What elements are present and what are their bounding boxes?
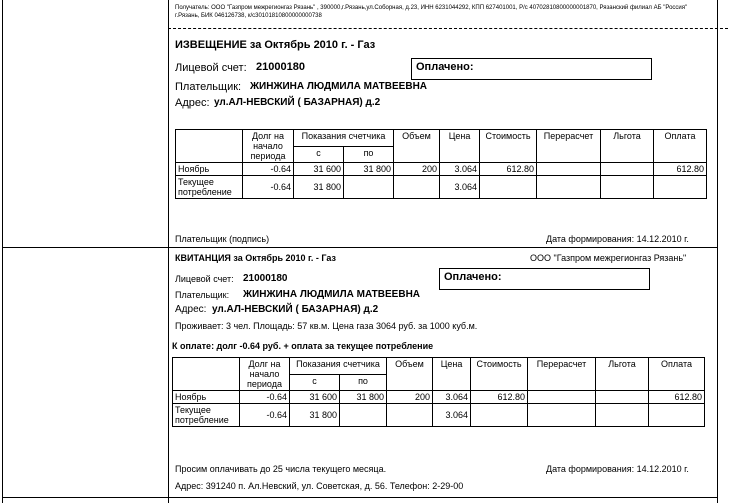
header-to: по	[340, 374, 387, 391]
receipt-paid-box	[439, 268, 650, 290]
header-from: с	[290, 374, 340, 391]
bottom-border	[2, 497, 718, 498]
notice-paid-box	[411, 58, 652, 80]
row-name: Текущее потребление	[176, 176, 243, 199]
notice-signature-label: Плательщик (подпись)	[175, 234, 270, 244]
row-benefit	[601, 176, 654, 199]
table-row	[173, 391, 705, 404]
header-recalc: Перерасчет	[528, 358, 596, 391]
header-price: Цена	[433, 358, 471, 391]
outer-left-border	[2, 0, 3, 503]
stub-divider	[168, 0, 169, 503]
receipt-account-value: 21000180	[243, 273, 288, 284]
row-debt: -0.64	[240, 404, 290, 427]
cut-line-top	[168, 28, 728, 29]
row-name: Ноябрь	[176, 163, 243, 176]
notice-account-label: Лицевой счет:	[175, 62, 247, 74]
row-volume: 200	[394, 163, 440, 176]
row-cost: 612.80	[471, 391, 528, 404]
header-benefit: Льгота	[601, 130, 654, 163]
receipt-request: Просим оплачивать до 25 числа текущего месяца.	[175, 464, 387, 474]
header-cost: Стоимость	[480, 130, 537, 163]
row-from: 31 800	[294, 176, 344, 199]
row-benefit	[601, 163, 654, 176]
header-benefit: Льгота	[596, 358, 649, 391]
receipt-paid-label: Оплачено:	[444, 271, 502, 283]
header-blank	[176, 130, 243, 163]
row-from: 31 600	[290, 391, 340, 404]
receipt-company: ООО "Газпром межрегионгаз Рязань"	[530, 253, 687, 263]
row-debt: -0.64	[243, 176, 294, 199]
receipt-living-info: Проживает: 3 чел. Площадь: 57 кв.м. Цена газа 3064 руб. за 1000 куб.м.	[175, 321, 478, 331]
table-row	[173, 404, 705, 427]
header-readings: Показания счетчика	[290, 358, 387, 375]
header-payment: Оплата	[649, 358, 705, 391]
row-volume: 200	[387, 391, 433, 404]
receipt-title-rest: за Октябрь 2010 г. - Газ	[230, 253, 336, 263]
row-benefit	[596, 391, 649, 404]
receipt-to-pay: К оплате: долг -0.64 руб. + оплата за текущее потребление	[172, 341, 434, 351]
row-payment	[654, 176, 707, 199]
row-benefit	[596, 404, 649, 427]
row-name: Ноябрь	[173, 391, 240, 404]
row-to: 31 800	[340, 391, 387, 404]
receipt-address-label: Адрес:	[175, 304, 207, 315]
header-blank	[173, 358, 240, 391]
notice-title: ИЗВЕЩЕНИЕ за Октябрь 2010 г. - Газ	[175, 39, 376, 51]
row-to	[340, 404, 387, 427]
header-debt: Долг на начало периода	[240, 358, 290, 391]
row-cost	[471, 404, 528, 427]
row-volume	[394, 176, 440, 199]
header-recalc: Перерасчет	[537, 130, 601, 163]
receipt-address-footer: Адрес: 391240 п. Ал.Невский, ул. Советская, д. 56. Телефон: 2-29-00	[175, 481, 464, 491]
table-row	[176, 176, 707, 199]
row-volume	[387, 404, 433, 427]
notice-payer-value: ЖИНЖИНА ЛЮДМИЛА МАТВЕЕВНА	[250, 81, 428, 92]
row-price: 3.064	[440, 176, 480, 199]
header-price: Цена	[440, 130, 480, 163]
row-payment: 612.80	[654, 163, 707, 176]
row-debt: -0.64	[240, 391, 290, 404]
row-price: 3.064	[433, 391, 471, 404]
table-row	[176, 163, 707, 176]
notice-payer-label: Плательщик:	[175, 81, 242, 93]
notice-address-value: ул.АЛ-НЕВСКИЙ ( БАЗАРНАЯ) д.2	[214, 97, 381, 108]
row-to	[344, 176, 394, 199]
bank-details: Получатель: ООО "Газпром межрегионгаз Рязань" , 390000,г.Рязань,ул.Соборная, д.23, ИНН 6231044292, КПП 627401001, Р/с 40702810800000001870, Рязанский филиал АБ "Россия" г.Рязань, БИК 046126738, к/с30101810800000000738	[175, 5, 688, 19]
row-cost	[480, 176, 537, 199]
receipt-date: Дата формирования: 14.12.2010 г.	[546, 464, 689, 474]
receipt-account-label: Лицевой счет:	[175, 274, 234, 284]
receipt-title	[175, 253, 336, 263]
row-recalc	[537, 176, 601, 199]
row-to: 31 800	[344, 163, 394, 176]
notice-date: Дата формирования: 14.12.2010 г.	[546, 234, 689, 244]
row-payment	[649, 404, 705, 427]
receipt-payer-label: Плательщик:	[175, 290, 230, 300]
header-cost: Стоимость	[471, 358, 528, 391]
section-divider	[2, 247, 718, 248]
row-debt: -0.64	[243, 163, 294, 176]
header-payment: Оплата	[654, 130, 707, 163]
row-name: Текущее потребление	[173, 404, 240, 427]
row-cost: 612.80	[480, 163, 537, 176]
row-recalc	[528, 404, 596, 427]
header-to: по	[344, 146, 394, 163]
receipt-payer-value: ЖИНЖИНА ЛЮДМИЛА МАТВЕЕВНА	[243, 289, 421, 300]
row-price: 3.064	[440, 163, 480, 176]
row-recalc	[528, 391, 596, 404]
header-volume: Объем	[387, 358, 433, 391]
notice-table	[175, 129, 707, 199]
notice-paid-label: Оплачено:	[416, 61, 474, 73]
receipt-table	[172, 357, 705, 427]
row-payment: 612.80	[649, 391, 705, 404]
header-from: с	[294, 146, 344, 163]
header-readings: Показания счетчика	[294, 130, 394, 147]
row-from: 31 800	[290, 404, 340, 427]
row-recalc	[537, 163, 601, 176]
right-border	[717, 0, 718, 503]
header-debt: Долг на начало периода	[243, 130, 294, 163]
row-price: 3.064	[433, 404, 471, 427]
receipt-title-bold: КВИТАНЦИЯ	[175, 253, 231, 263]
notice-account-value: 21000180	[256, 61, 305, 73]
row-from: 31 600	[294, 163, 344, 176]
header-volume: Объем	[394, 130, 440, 163]
notice-address-label: Адрес:	[175, 97, 210, 109]
receipt-address-value: ул.АЛ-НЕВСКИЙ ( БАЗАРНАЯ) д.2	[212, 304, 379, 315]
